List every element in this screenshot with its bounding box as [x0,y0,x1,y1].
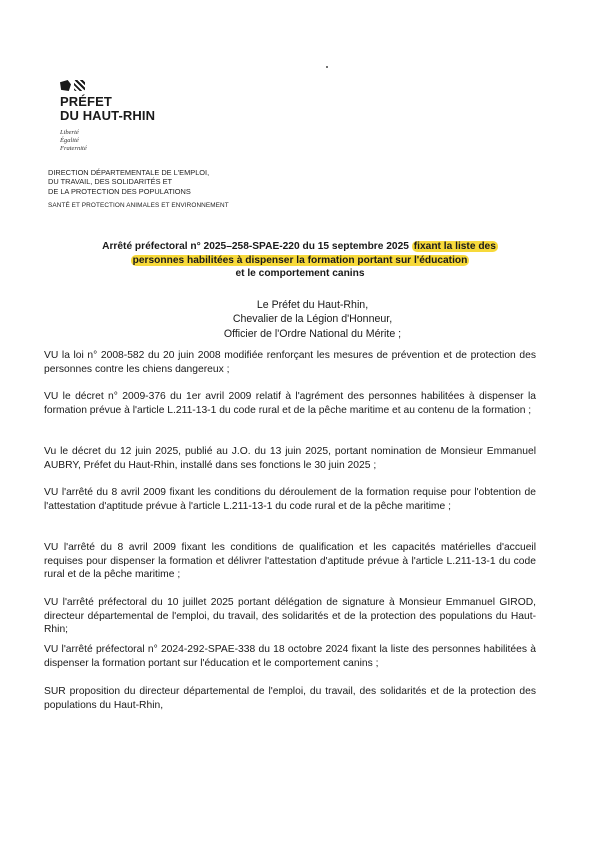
visa-paragraph: Vu le décret du 12 juin 2025, publié au J.O. du 13 juin 2025, portant nomination de Monsieur Emmanuel AUBRY, Préfet du Haut-Rhin, installé dans ses fonctions le 30 juin 2025 ; [44,446,536,471]
visa-paragraph: VU l'arrêté préfectoral du 10 juillet 2025 portant délégation de signature à Monsieur Emmanuel GIROD, directeur départemental de l'emploi, du travail, des solidarités et de la protection des populations du Haut-Rhin; [44,597,536,636]
prefet-identity [150,298,475,341]
title-line-2 [60,254,540,268]
prefet-identity-line-2: Chevalier de la Légion d'Honneur, [232,313,393,326]
marianne-flag-icon [74,80,85,91]
motto-egalite: Égalité [60,137,79,144]
scan-speck [326,66,328,68]
direction-line-2: DU TRAVAIL, DES SOLIDARITÉS ET [48,177,173,187]
title-highlight-1: fixant la liste des [413,241,496,252]
marianne-profile-icon [60,80,71,91]
prefet-title [60,95,155,123]
service-name: SANTÉ ET PROTECTION ANIMALES ET ENVIRONNEMENT [48,202,229,209]
visa-paragraph: VU l'arrêté préfectoral n° 2024-292-SPAE-338 du 18 octobre 2024 fixant la liste des personnes habilitées à dispenser la formation portant sur l'éducation et le comportement canins ; [44,644,536,669]
republic-motto [60,129,155,153]
prefet-line-1: PRÉFET [60,94,112,109]
direction-line-3: DE LA PROTECTION DES POPULATIONS [48,186,191,196]
motto-liberte: Liberté [60,129,79,136]
decree-title [60,240,540,281]
direction-line-1: DIRECTION DÉPARTEMENTALE DE L'EMPLOI, [48,168,210,177]
prefecture-logo-block [60,80,155,153]
proposal-paragraph: SUR proposition du directeur départemental de l'emploi, du travail, des solidarités et de la protection des populations du Haut-Rhin, [44,686,536,711]
marianne-logo [60,80,155,91]
title-highlight-2: personnes habilitées à dispenser la formation portant sur l'éducation [132,254,468,266]
title-part-1: Arrêté préfectoral n° 2025–258-SPAE-220 du 15 septembre 2025 [102,241,409,252]
prefet-identity-line-1: Le Préfet du Haut-Rhin, [256,299,369,311]
visa-paragraph: VU le décret n° 2009-376 du 1er avril 2009 relatif à l'agrément des personnes habilitées à dispenser la formation prévue à l'article L.211-13-1 du code rural et de la pêche maritime et au contenu de la formation ; [44,391,536,416]
visa-paragraph: VU l'arrêté du 8 avril 2009 fixant les conditions de qualification et les capacités matérielles d'accueil requises pour dispenser la formation et délivrer l'attestation d'aptitude prévue à l'article L.211-13-1 du code rural et de la pêche maritime ; [44,542,536,581]
visa-paragraph: VU la loi n° 2008-582 du 20 juin 2008 modifiée renforçant les mesures de prévention et de protection des personnes contre les chiens dangereux ; [44,350,536,375]
prefet-identity-line-3: Officier de l'Ordre National du Mérite ; [223,327,402,340]
direction-name [48,168,209,196]
prefet-line-2: DU HAUT-RHIN [60,108,156,123]
title-line-1 [60,240,540,254]
visa-paragraph: VU l'arrêté du 8 avril 2009 fixant les conditions du déroulement de la formation requise pour l'obtention de l'attestation d'aptitude prévue à l'article L.211-13-1 du code rural et de la pêche maritime ; [44,487,536,512]
title-line-3: et le comportement canins [235,268,365,279]
motto-fraternite: Fraternité [60,145,87,152]
